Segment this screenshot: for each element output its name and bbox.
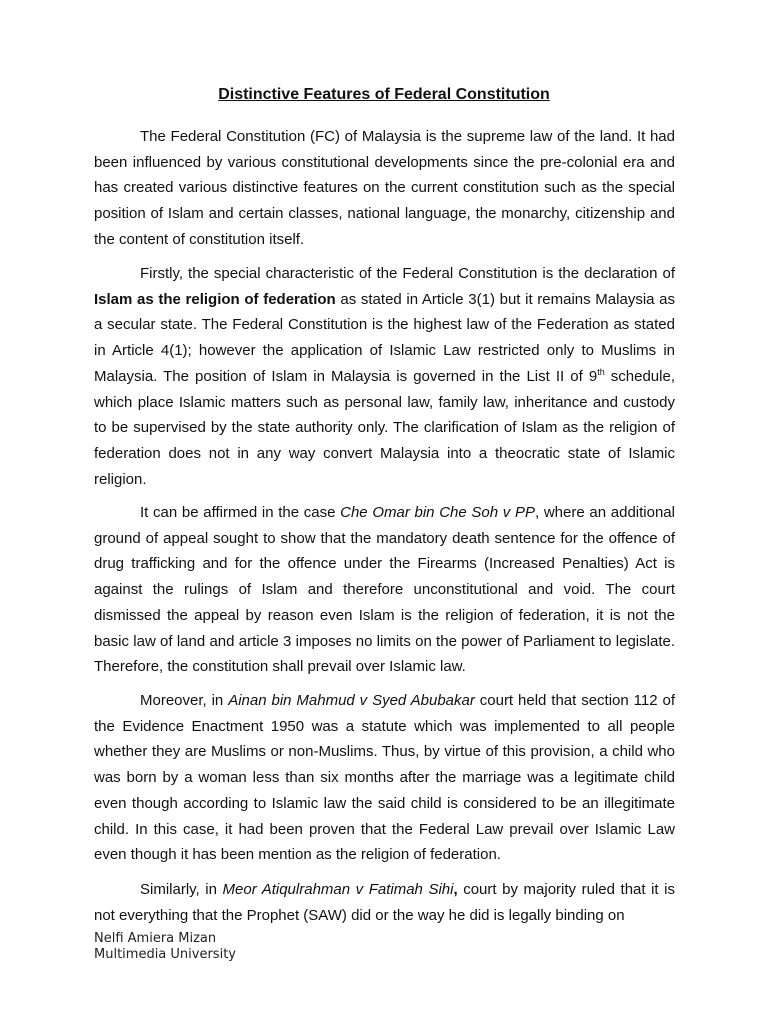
paragraph-text: court held that section 112 of the Evidence Enactment 1950 was a statute which was implemented to all people whether they are Muslims or non-Muslims. Thus, by virtue of this provision, a child who was born by a woman less than six months after the marriage was a legitimate child even though according to Islamic law the said child is considered to be an illegitimate child. In this case, it had been proven that the Federal Law prevail over Islamic Law even though it has been mention as the religion of federation.: [94, 692, 675, 864]
paragraph-islam: [94, 261, 675, 492]
case-comma: ,: [453, 881, 458, 898]
paragraph-text: It can be affirmed in the case: [140, 504, 341, 521]
paragraph-che-omar: [94, 500, 675, 680]
case-name: Ainan bin Mahmud v Syed Abubakar: [228, 692, 475, 709]
case-name: Che Omar bin Che Soh v PP: [340, 504, 535, 521]
paragraph-text: court by majority ruled that it is not everything that the Prophet (SAW) did or the way he did is legally binding on: [94, 881, 675, 924]
paragraph-text: Firstly, the special characteristic of the Federal Constitution is the declaration of: [140, 265, 675, 282]
paragraph-intro: [94, 124, 675, 253]
paragraph-text: Moreover, in: [140, 692, 229, 709]
paragraph-ainan: [94, 688, 675, 868]
bold-phrase: Islam as the religion of federation: [94, 290, 336, 308]
page-title: Distinctive Features of Federal Constitution: [218, 86, 550, 103]
paragraph-text: as stated in Article 3(1) but it remains Malaysia as a secular state. The Federal Constitution is the highest law of the Federation as stated in Article 4(1); however the application of Islamic Law restricted only to Muslims in Malaysia. The position of Islam in Malaysia is governed in the List II of 9: [94, 290, 676, 385]
paragraph-text: schedule, which place Islamic matters such as personal law, family law, inheritance and custody to be supervised by the state authority only. The clarification of Islam as the religion of federation does not in any way convert Malaysia into a theocratic state of Islamic religion.: [94, 367, 675, 488]
paragraph-text: The Federal Constitution (FC) of Malaysia is the supreme law of the land. It had been influenced by various constitutional developments since the pre-colonial era and has created various distinctive features on the current constitution such as the special position of Islam and certain classes, national language, the monarchy, citizenship and the content of constitution itself.: [94, 128, 675, 248]
paragraph-meor: [94, 877, 675, 928]
footer-institution: Multimedia University: [94, 947, 236, 962]
footer-author: Nelfi Amiera Mizan: [94, 931, 217, 946]
case-name: Meor Atiqulrahman v Fatimah Sihi: [222, 881, 454, 898]
superscript: th: [597, 366, 605, 377]
paragraph-text: , where an additional ground of appeal sought to show that the mandatory death sentence for the offence of drug trafficking and for the offence under the Firearms (Increased Penalties) Act is against the rulings of Islam and therefore unconstitutional and void. The court dismissed the appeal by reason even Islam is the religion of federation, it is not the basic law of land and article 3 imposes no limits on the power of Parliament to legislate. Therefore, the constitution shall prevail over Islamic law.: [94, 504, 675, 676]
page-footer: [94, 931, 236, 963]
paragraph-text: Similarly, in: [140, 881, 223, 898]
